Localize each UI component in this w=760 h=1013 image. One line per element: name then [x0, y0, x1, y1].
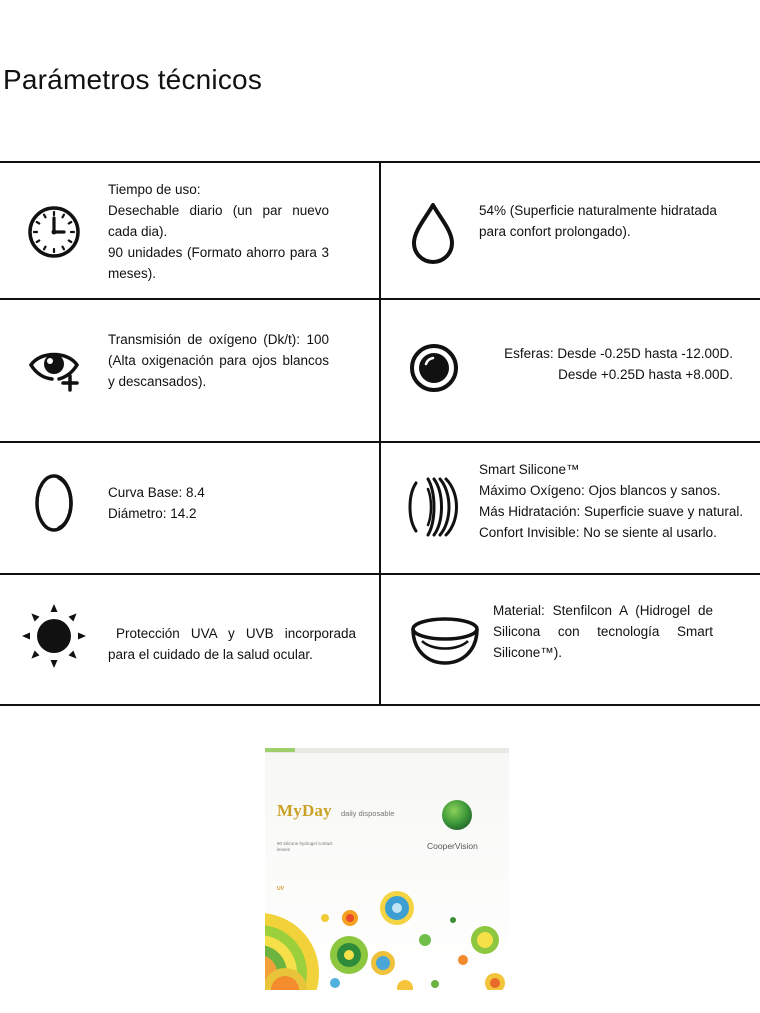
uv-text: Protección UVA y UVB incorporada para el cuidado de la salud ocular.: [108, 626, 356, 662]
product-description: 90 silicone hydrogel contact lenses: [277, 841, 333, 852]
clock-icon: [27, 205, 81, 259]
silicone-comfort: Confort Invisible: No se siente al usarlo.: [479, 525, 717, 540]
product-brand: MyDay: [277, 801, 332, 820]
product-maker: CooperVision: [427, 841, 478, 851]
product-box-illustration: [265, 748, 509, 990]
base-curve: Curva Base: 8.4: [108, 485, 205, 500]
usage-text: [108, 179, 329, 284]
product-subtitle: daily disposable: [341, 809, 395, 818]
uv-badge: UV: [277, 886, 284, 892]
curve-text: [108, 482, 308, 524]
layered-lens-icon: [406, 475, 460, 539]
parameters-table: [0, 161, 760, 706]
spheres-positive: Desde +0.25D hasta +8.00D.: [558, 367, 733, 382]
sun-icon: [22, 604, 86, 668]
silicone-heading: Smart Silicone™: [479, 462, 580, 477]
usage-daily: Desechable diario (un par nuevo cada dia).: [108, 203, 329, 239]
silicone-hydration: Más Hidratación: Superficie suave y natural.: [479, 504, 744, 519]
eye-plus-icon: [28, 343, 84, 393]
silicone-oxygen: Máximo Oxígeno: Ojos blancos y sanos.: [479, 483, 721, 498]
usage-label: Tiempo de uso:: [108, 182, 201, 197]
silicone-text: [479, 459, 760, 543]
water-drop-icon: [410, 201, 456, 265]
spheres-negative: Esferas: Desde -0.25D hasta -12.00D.: [504, 346, 733, 361]
product-box-image: [265, 748, 509, 990]
contact-lens-side-icon: [33, 472, 79, 534]
diameter: Diámetro: 14.2: [108, 506, 197, 521]
usage-units: 90 unidades (Formato ahorro para 3 meses).: [108, 245, 329, 281]
table-column-divider: [379, 161, 381, 706]
page-title: Parámetros técnicos: [3, 64, 263, 95]
spheres-text: [493, 343, 733, 385]
lens-circle-icon: [409, 343, 459, 393]
material-text: Material: Stenfilcon A (Hidrogel de Silicona con tecnología Smart Silicone™).: [493, 603, 713, 660]
hydration-text: 54% (Superficie naturalmente hidratada para confort prolongado).: [479, 203, 717, 239]
contact-lens-bowl-icon: [410, 615, 480, 667]
oxygen-text: Transmisión de oxígeno (Dk/t): 100 (Alta oxigenación para ojos blancos y descansados).: [108, 332, 329, 389]
